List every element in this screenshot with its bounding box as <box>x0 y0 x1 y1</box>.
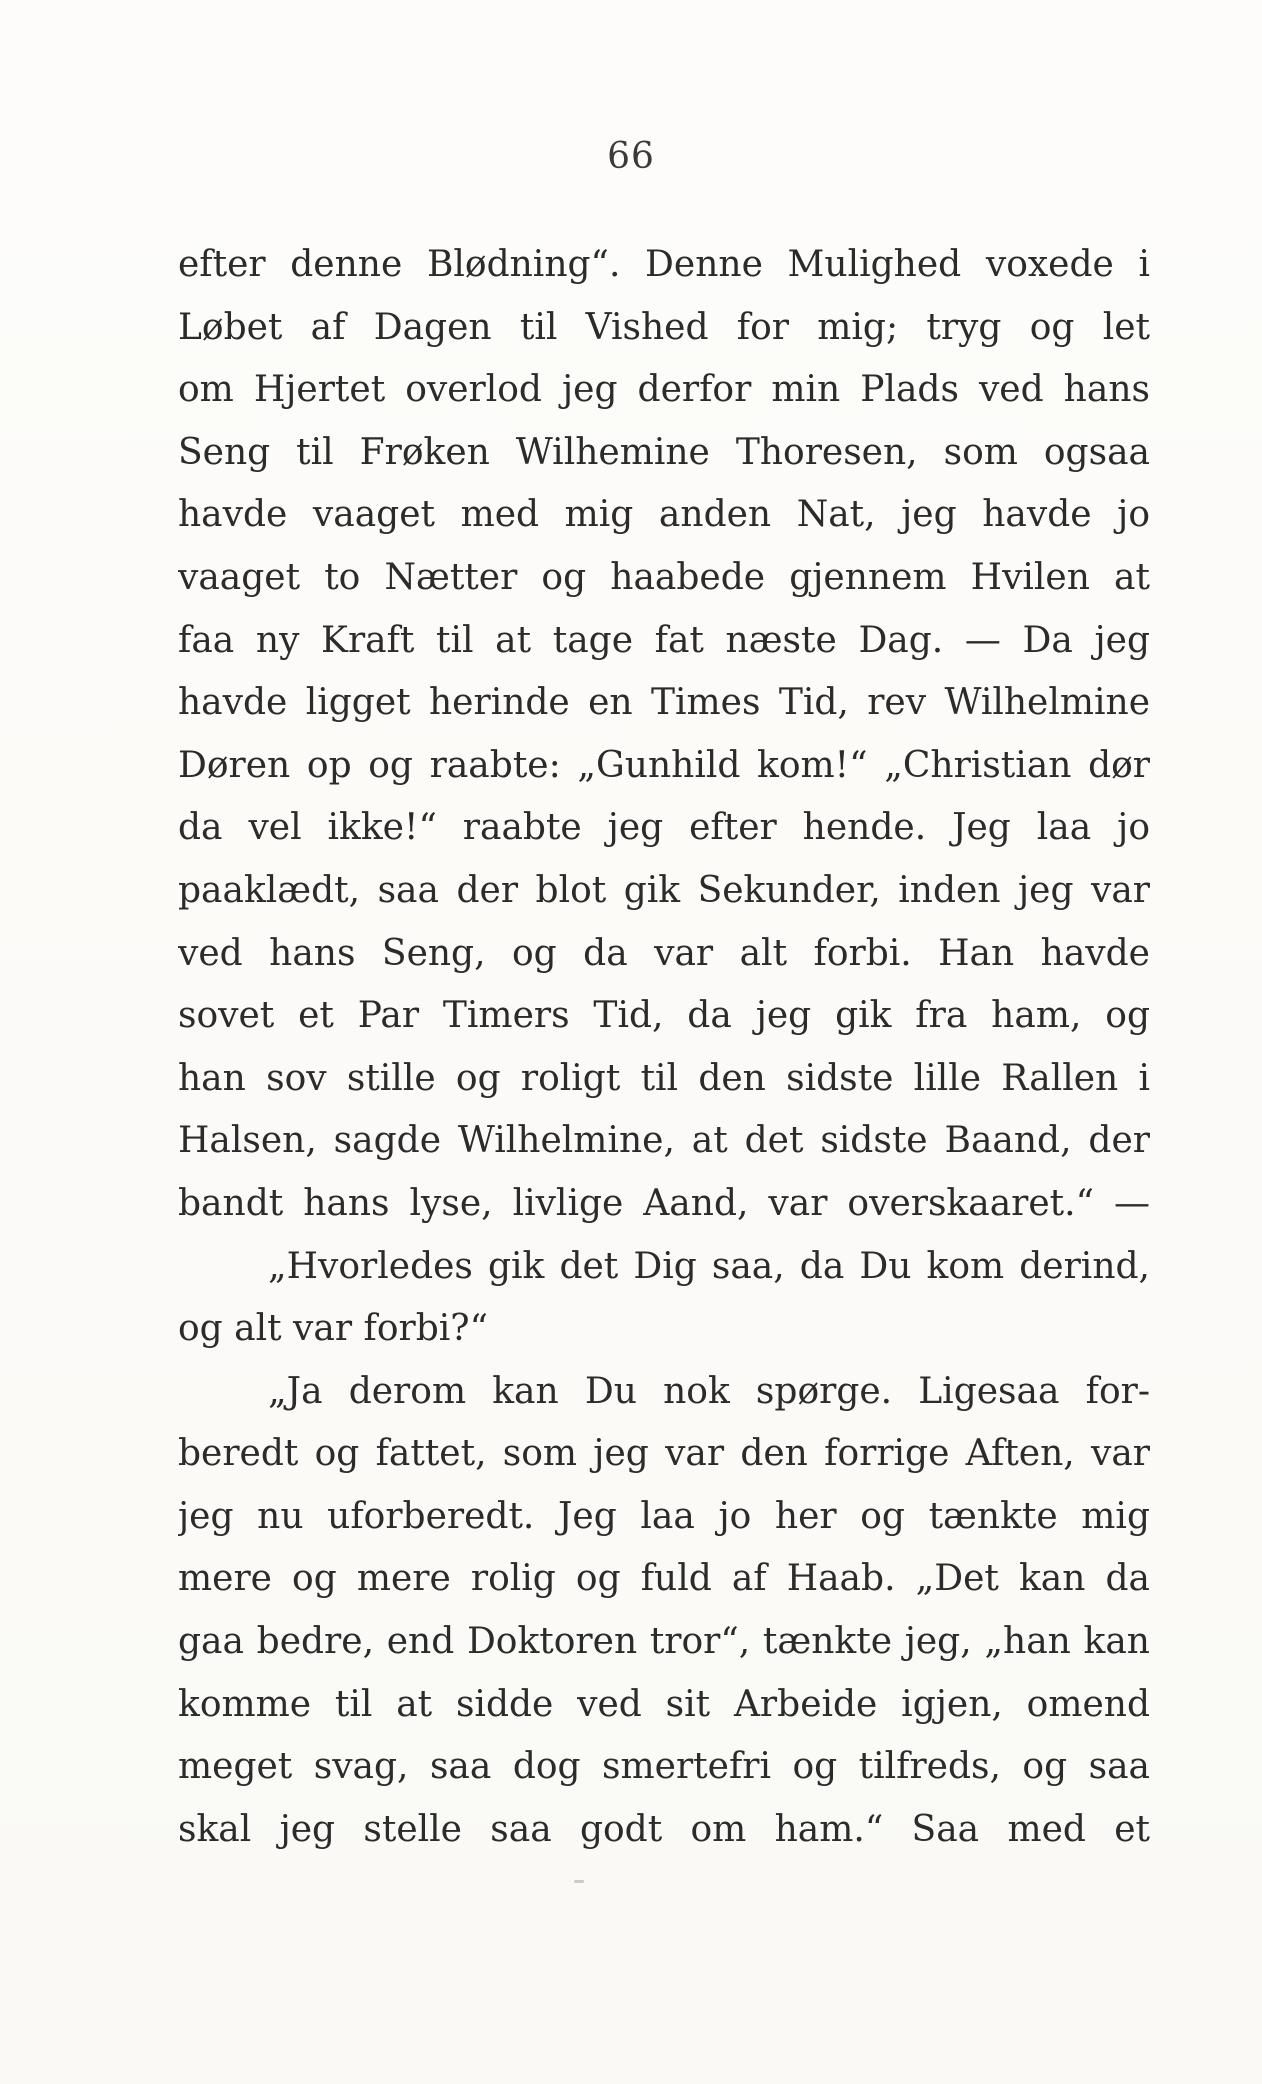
text-line: jeg nu uforberedt. Jeg laa jo her og tænkte mig <box>178 1495 1150 1537</box>
text-line: sovet et Par Timers Tid, da jeg gik fra ham, og <box>178 995 1150 1037</box>
text-line: havde vaaget med mig anden Nat, jeg havde jo <box>178 494 1150 536</box>
text-line: da vel ikke!“ raabte jeg efter hende. Jeg laa jo <box>178 807 1150 849</box>
text-line: mere og mere rolig og fuld af Haab. „Det kan da <box>178 1558 1150 1600</box>
text-line: faa ny Kraft til at tage fat næste Dag. — Da jeg <box>178 619 1150 661</box>
text-line: og alt var forbi?“ <box>178 1308 488 1350</box>
text-line: vaaget to Nætter og haabede gjennem Hvilen at <box>178 556 1150 598</box>
text-line: beredt og fattet, som jeg var den forrige Aften, var <box>178 1433 1150 1475</box>
paper-speck <box>574 1880 584 1883</box>
text-line: „Hvorledes gik det Dig saa, da Du kom derind, <box>268 1245 1150 1287</box>
text-line: Seng til Frøken Wilhemine Thoresen, som ogsaa <box>178 431 1150 473</box>
text-line: skal jeg stelle saa godt om ham.“ Saa med et <box>178 1808 1150 1850</box>
text-line: paaklædt, saa der blot gik Sekunder, inden jeg var <box>178 869 1150 911</box>
text-line: Løbet af Dagen til Vished for mig; tryg og let <box>178 306 1150 348</box>
text-line: Halsen, sagde Wilhelmine, at det sidste Baand, der <box>178 1120 1150 1162</box>
text-line: bandt hans lyse, livlige Aand, var overskaaret.“ — <box>178 1182 1150 1224</box>
body-text <box>178 234 1150 1861</box>
text-line: meget svag, saa dog smertefri og tilfreds, og saa <box>178 1746 1150 1788</box>
text-line: gaa bedre, end Doktoren tror“, tænkte jeg, „han kan <box>178 1621 1150 1663</box>
page-number: 66 <box>607 136 655 177</box>
text-line: „Ja derom kan Du nok spørge. Ligesaa for- <box>268 1370 1150 1412</box>
text-line: om Hjertet overlod jeg derfor min Plads ved hans <box>178 369 1150 411</box>
text-line: Døren op og raabte: „Gunhild kom!“ „Christian dør <box>178 744 1150 786</box>
text-line: efter denne Blødning“. Denne Mulighed voxede i <box>178 244 1150 285</box>
text-line: komme til at sidde ved sit Arbeide igjen, omend <box>178 1683 1150 1725</box>
text-line: han sov stille og roligt til den sidste lille Rallen i <box>178 1057 1150 1099</box>
text-line: ved hans Seng, og da var alt forbi. Han havde <box>178 932 1150 974</box>
text-line: havde ligget herinde en Times Tid, rev Wilhelmine <box>178 682 1150 724</box>
